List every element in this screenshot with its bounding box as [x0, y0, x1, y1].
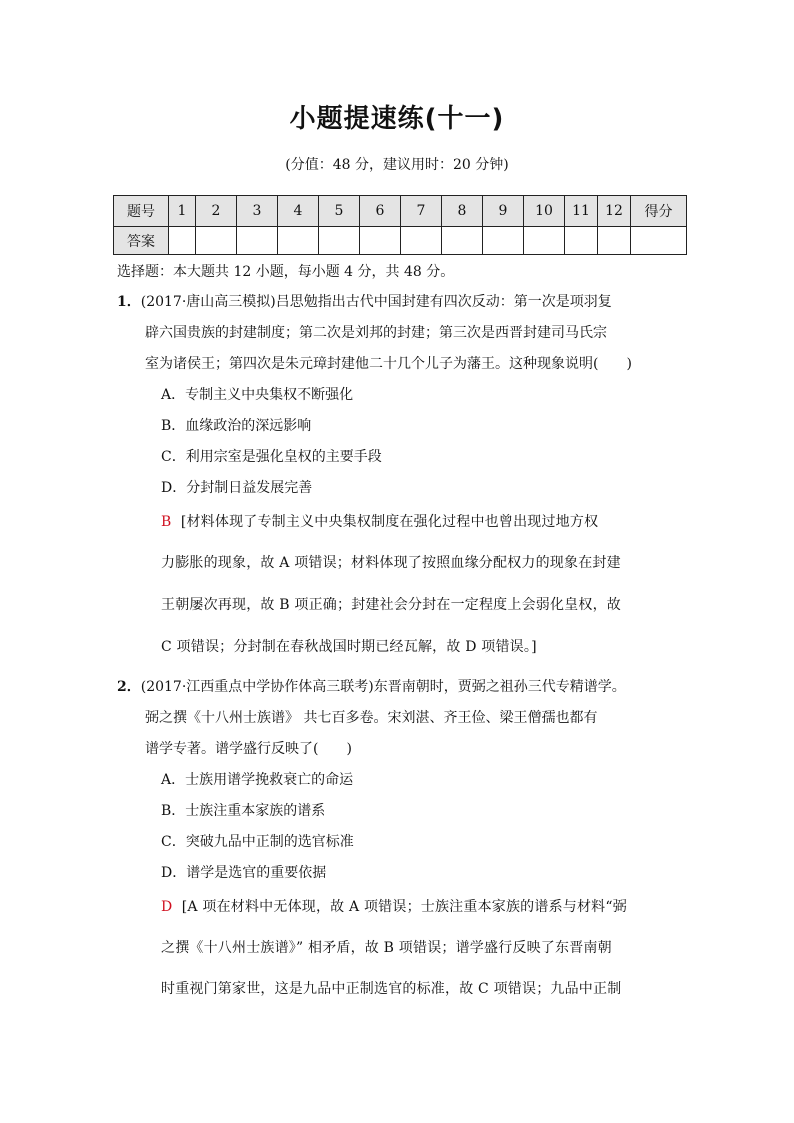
page-subtitle: (分值：48 分，建议用时：20 分钟): [285, 157, 509, 173]
score-cell[interactable]: [631, 227, 687, 255]
question-1-stem-line: 室为诸侯王；第四次是朱元璋封建他二十几个儿子为藩王。这种现象说明( ): [145, 356, 632, 372]
question-1-answer-letter: B: [161, 514, 172, 530]
question-2-answer-letter: D: [161, 899, 173, 915]
question-number-cell: 6: [360, 196, 401, 227]
question-1-stem-line: [117, 291, 612, 311]
question-2-number: 2．: [117, 679, 141, 695]
question-1-explanation-line: 王朝屡次再现，故 B 项正确；封建社会分封在一定程度上会弱化皇权，故: [161, 597, 621, 613]
question-number-cell: 4: [278, 196, 319, 227]
question-1-explanation-line: C 项错误；分封制在春秋战国时期已经瓦解，故 D 项错误。]: [161, 639, 537, 655]
row-label-answer: 答案: [114, 227, 169, 255]
question-number-cell: 7: [401, 196, 442, 227]
question-number-row: [114, 196, 687, 227]
question-2-explanation-line: [161, 896, 627, 916]
question-2-option-d: D．谱学是选官的重要依据: [161, 865, 327, 881]
question-1-text: (2017·唐山高三模拟)吕思勉指出古代中国封建有四次反动：第一次是项羽复: [140, 294, 612, 310]
question-1-stem-line: 辟六国贵族的封建制度；第二次是刘邦的封建；第三次是西晋封建司马氏宗: [145, 325, 607, 341]
question-1-number: 1．: [117, 294, 141, 310]
question-number-cell: 5: [319, 196, 360, 227]
section-intro: 选择题：本大题共 12 小题，每小题 4 分，共 48 分。: [117, 264, 455, 280]
question-number-cell: 8: [442, 196, 483, 227]
answer-cell[interactable]: [169, 227, 196, 255]
answer-cell[interactable]: [237, 227, 278, 255]
question-1-explanation-line: 力膨胀的现象，故 A 项错误；材料体现了按照血缘分配权力的现象在封建: [161, 555, 621, 571]
question-1-option-a: A．专制主义中央集权不断强化: [161, 387, 354, 403]
question-number-cell: 11: [565, 196, 598, 227]
question-2-explanation-line: 之撰《十八州士族谱》” 相矛盾，故 B 项错误；谱学盛行反映了东晋南朝: [161, 940, 612, 956]
answer-cell[interactable]: [598, 227, 631, 255]
question-2-text: (2017·江西重点中学协作体高三联考)东晋南朝时，贾弼之祖孙三代专精谱学。: [140, 679, 626, 695]
question-2-stem-line: 谱学专著。谱学盛行反映了( ): [145, 741, 352, 757]
question-2-explanation-line: 时重视门第家世，这是九品中正制选官的标准，故 C 项错误；九品中正制: [161, 981, 622, 997]
question-2-stem-line: [117, 676, 626, 696]
question-2-option-a: A．士族用谱学挽救衰亡的命运: [161, 772, 354, 788]
page-title: 小题提速练(十一): [289, 104, 505, 134]
score-header-cell: 得分: [631, 196, 687, 227]
answer-cell[interactable]: [442, 227, 483, 255]
question-number-cell: 12: [598, 196, 631, 227]
question-1-option-d: D．分封制日益发展完善: [161, 480, 313, 496]
question-2-stem-line: 弼之撰《十八州士族谱》 共七百多卷。宋刘湛、齐王俭、梁王僧孺也都有: [145, 710, 598, 726]
question-1-explanation-text: [材料体现了专制主义中央集权制度在强化过程中也曾出现过地方权: [180, 514, 599, 530]
answer-cell[interactable]: [278, 227, 319, 255]
answer-cell[interactable]: [483, 227, 524, 255]
question-number-cell: 9: [483, 196, 524, 227]
answer-cell[interactable]: [565, 227, 598, 255]
question-1-option-c: C．利用宗室是强化皇权的主要手段: [161, 449, 382, 465]
answer-row: [114, 227, 687, 255]
question-number-cell: 3: [237, 196, 278, 227]
answer-cell[interactable]: [319, 227, 360, 255]
question-number-cell: 2: [196, 196, 237, 227]
answer-cell[interactable]: [196, 227, 237, 255]
question-1-explanation-line: [161, 511, 598, 531]
answer-cell[interactable]: [360, 227, 401, 255]
question-1-option-b: B．血缘政治的深远影响: [161, 418, 312, 434]
question-number-cell: 1: [169, 196, 196, 227]
question-2-explanation-text: [A 项在材料中无体现，故 A 项错误；士族注重本家族的谱系与材料“弼: [181, 899, 627, 915]
row-label-question-number: 题号: [114, 196, 169, 227]
answer-cell[interactable]: [401, 227, 442, 255]
question-number-cell: 10: [524, 196, 565, 227]
answer-cell[interactable]: [524, 227, 565, 255]
answer-table: [113, 195, 687, 255]
question-2-option-c: C．突破九品中正制的选官标准: [161, 834, 354, 850]
question-2-option-b: B．士族注重本家族的谱系: [161, 803, 326, 819]
